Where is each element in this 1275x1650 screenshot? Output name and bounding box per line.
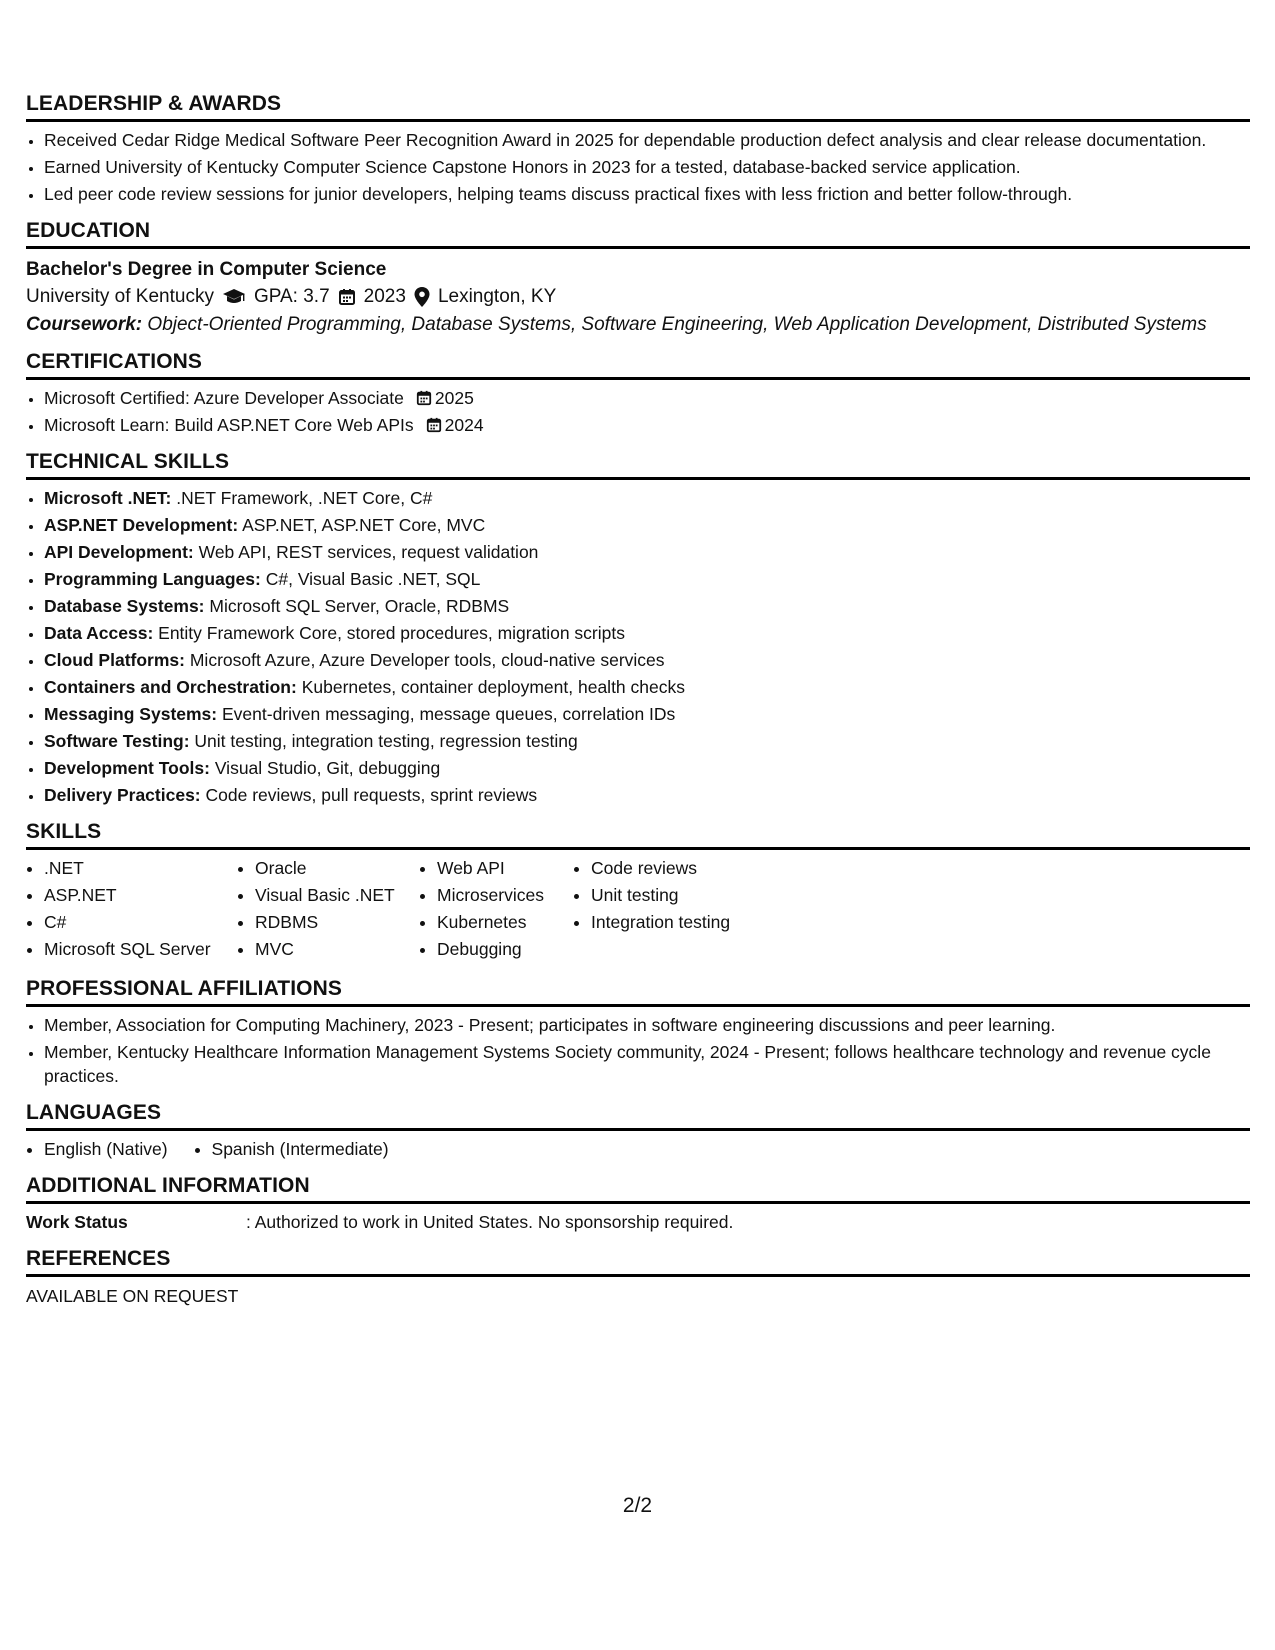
list-item xyxy=(44,386,1250,410)
skill-category: Data Access: xyxy=(44,623,154,643)
skill-category: API Development: xyxy=(44,542,194,562)
list-item: • Microservices xyxy=(437,883,573,907)
language-item-wrap xyxy=(194,1137,415,1161)
list-item xyxy=(44,675,1250,699)
list-item: • ASP.NET xyxy=(44,883,237,907)
list-item: • Visual Basic .NET xyxy=(255,883,419,907)
list-item: • Member, Kentucky Healthcare Information Management Systems Society community, 2024 - Present; follows healthcare technology and revenue cycle practices. xyxy=(44,1040,1250,1088)
list-item: • English (Native) xyxy=(44,1137,168,1161)
section-title: LEADERSHIP & AWARDS xyxy=(26,92,1250,122)
leadership-section xyxy=(26,92,1250,206)
list-item xyxy=(44,413,1250,437)
section-title: REFERENCES xyxy=(26,1247,1250,1277)
work-status-label: Work Status xyxy=(26,1212,128,1232)
list-item: • Earned University of Kentucky Computer Science Capstone Honors in 2023 for a tested, database-backed service application. xyxy=(44,155,1250,179)
skills-column xyxy=(26,856,237,964)
section-title: SKILLS xyxy=(26,820,1250,850)
affiliations-list xyxy=(26,1013,1250,1088)
certification-name: • Microsoft Certified: Azure Developer Associate xyxy=(44,388,404,408)
degree-title: Bachelor's Degree in Computer Science xyxy=(26,259,387,280)
coursework-list: Object-Oriented Programming, Database Systems, Software Engineering, Web Application Development, Distributed Systems xyxy=(147,314,1207,335)
graduation-year: 2023 xyxy=(363,286,406,307)
section-title: ADDITIONAL INFORMATION xyxy=(26,1174,1250,1204)
section-title: TECHNICAL SKILLS xyxy=(26,450,1250,480)
list-item xyxy=(44,567,1250,591)
list-item xyxy=(44,702,1250,726)
list-item: • Microsoft SQL Server xyxy=(44,937,237,961)
skills-grid xyxy=(26,856,1250,964)
work-status-row xyxy=(26,1210,1250,1234)
skill-values: Code reviews, pull requests, sprint reviews xyxy=(205,785,538,805)
school-location: Lexington, KY xyxy=(437,286,557,307)
list-item: • RDBMS xyxy=(255,910,419,934)
list-item xyxy=(44,783,1250,807)
skills-section xyxy=(26,820,1250,964)
list-item xyxy=(44,486,1250,510)
list-item: • Received Cedar Ridge Medical Software Peer Recognition Award in 2025 for dependable production defect analysis and clear release documentation. xyxy=(44,128,1250,152)
skill-category: Messaging Systems: xyxy=(44,704,218,724)
list-item xyxy=(44,648,1250,672)
skill-values: .NET Framework, .NET Core, C# xyxy=(176,488,433,508)
list-item xyxy=(44,594,1250,618)
work-status-value: : Authorized to work in United States. No sponsorship required. xyxy=(246,1212,734,1232)
skills-column xyxy=(573,856,791,964)
skills-column xyxy=(419,856,573,964)
skill-category: Cloud Platforms: xyxy=(44,650,185,670)
section-title: LANGUAGES xyxy=(26,1101,1250,1131)
coursework-label: Coursework: xyxy=(26,314,143,335)
education-details xyxy=(26,283,1250,311)
skill-values: Web API, REST services, request validation xyxy=(198,542,539,562)
leadership-list xyxy=(26,128,1250,206)
skill-category: Database Systems: xyxy=(44,596,205,616)
graduation-cap-icon xyxy=(222,288,246,306)
certification-year: 2025 xyxy=(434,388,474,408)
list-item xyxy=(44,729,1250,753)
calendar-icon xyxy=(426,417,442,433)
technical-skills-section xyxy=(26,450,1250,807)
certifications-list xyxy=(26,386,1250,437)
calendar-icon xyxy=(338,288,356,306)
list-item: • Unit testing xyxy=(591,883,791,907)
list-item: • .NET xyxy=(44,856,237,880)
list-item: • Code reviews xyxy=(591,856,791,880)
list-item: • Web API xyxy=(437,856,573,880)
list-item: • MVC xyxy=(255,937,419,961)
list-item: • Integration testing xyxy=(591,910,791,934)
resume-page xyxy=(26,92,1250,1321)
languages-section xyxy=(26,1101,1250,1161)
skill-category: Containers and Orchestration: xyxy=(44,677,297,697)
skill-values: Unit testing, integration testing, regression testing xyxy=(194,731,578,751)
list-item xyxy=(44,540,1250,564)
language-item-wrap xyxy=(26,1137,194,1161)
education-section xyxy=(26,219,1250,337)
skill-values: Microsoft Azure, Azure Developer tools, cloud-native services xyxy=(189,650,665,670)
skill-values: Visual Studio, Git, debugging xyxy=(214,758,441,778)
list-item: • Kubernetes xyxy=(437,910,573,934)
skill-category: Development Tools: xyxy=(44,758,210,778)
map-pin-icon xyxy=(414,287,430,307)
section-title: EDUCATION xyxy=(26,219,1250,249)
list-item: • Spanish (Intermediate) xyxy=(212,1137,389,1161)
references-text: AVAILABLE ON REQUEST xyxy=(26,1286,239,1306)
section-title: CERTIFICATIONS xyxy=(26,350,1250,380)
skills-column xyxy=(237,856,419,964)
skill-category: Delivery Practices: xyxy=(44,785,201,805)
list-item: • Member, Association for Computing Machinery, 2023 - Present; participates in software engineering discussions and peer learning. xyxy=(44,1013,1250,1037)
certification-year: 2024 xyxy=(444,415,484,435)
list-item xyxy=(44,513,1250,537)
calendar-icon xyxy=(416,390,432,406)
skill-values: Event-driven messaging, message queues, correlation IDs xyxy=(222,704,676,724)
languages-list xyxy=(26,1137,1250,1161)
list-item: • C# xyxy=(44,910,237,934)
skill-values: ASP.NET, ASP.NET Core, MVC xyxy=(242,515,486,535)
skill-values: Microsoft SQL Server, Oracle, RDBMS xyxy=(209,596,510,616)
skill-values: Kubernetes, container deployment, health checks xyxy=(301,677,685,697)
skill-category: Software Testing: xyxy=(44,731,190,751)
list-item: • Debugging xyxy=(437,937,573,961)
affiliations-section xyxy=(26,977,1250,1088)
certifications-section xyxy=(26,350,1250,437)
section-title: PROFESSIONAL AFFILIATIONS xyxy=(26,977,1250,1007)
list-item: • Led peer code review sessions for junior developers, helping teams discuss practical fixes with less friction and better follow-through. xyxy=(44,182,1250,206)
list-item xyxy=(44,756,1250,780)
technical-skills-list xyxy=(26,486,1250,807)
references-section xyxy=(26,1247,1250,1308)
list-item xyxy=(44,621,1250,645)
skill-values: C#, Visual Basic .NET, SQL xyxy=(265,569,481,589)
skill-category: Programming Languages: xyxy=(44,569,261,589)
list-item: • Oracle xyxy=(255,856,419,880)
gpa: GPA: 3.7 xyxy=(253,286,330,307)
school-name: University of Kentucky xyxy=(26,286,214,307)
skill-category: ASP.NET Development: xyxy=(44,515,239,535)
coursework xyxy=(26,313,1250,337)
certification-name: • Microsoft Learn: Build ASP.NET Core Web APIs xyxy=(44,415,414,435)
page-number: 2/2 xyxy=(622,1494,653,1517)
skill-category: Microsoft .NET: xyxy=(44,488,172,508)
additional-info-section xyxy=(26,1174,1250,1234)
skill-values: Entity Framework Core, stored procedures, migration scripts xyxy=(158,623,625,643)
